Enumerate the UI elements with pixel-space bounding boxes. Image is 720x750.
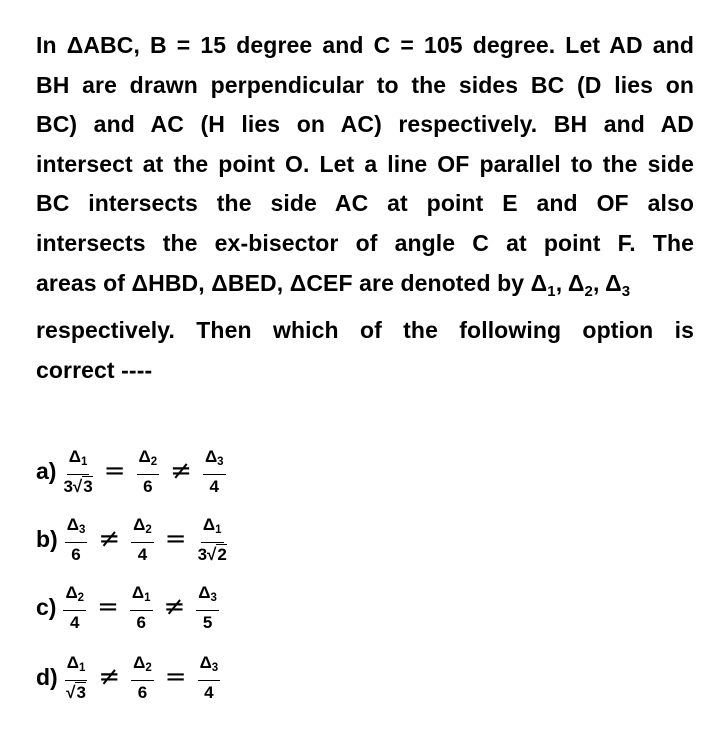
fraction-numerator <box>131 515 154 543</box>
not-equal-sign: ≠ <box>98 524 121 554</box>
area-sub: 2 <box>584 282 593 300</box>
equals-sign: = <box>103 456 126 486</box>
fraction-denominator <box>198 543 227 564</box>
numerator-symbol: Δ <box>199 652 212 672</box>
fraction-numerator <box>203 447 226 475</box>
numerator-symbol: Δ <box>66 652 79 672</box>
area-sub: 3 <box>621 282 631 300</box>
denominator-value: 4 <box>204 682 214 702</box>
numerator-symbol: Δ <box>204 446 218 466</box>
area-sep: , <box>555 269 568 296</box>
fraction-numerator <box>65 515 88 543</box>
denominator-value: 6 <box>137 682 148 702</box>
numerator-subscript: 1 <box>215 523 222 536</box>
numerator-subscript: 3 <box>211 661 219 674</box>
numerator-subscript: 1 <box>81 455 88 468</box>
question-line-areas <box>36 264 694 312</box>
fraction-denominator <box>136 611 145 632</box>
numerator-subscript: 3 <box>217 455 224 468</box>
numerator-subscript: 2 <box>150 455 158 468</box>
fraction <box>137 447 160 496</box>
denominator-value: 3 <box>197 544 208 564</box>
numerator-symbol: Δ <box>133 652 146 672</box>
not-equal-sign: ≠ <box>98 662 121 692</box>
question-line: respectively. Then which of the following option is <box>36 317 694 344</box>
equals-sign: = <box>164 524 187 554</box>
sqrt-icon: √3 <box>66 682 86 702</box>
fraction-numerator <box>137 447 160 475</box>
denominator-value: 4 <box>137 544 148 564</box>
area-symbol: Δ <box>605 269 622 296</box>
question-text <box>36 26 694 390</box>
numerator-symbol: Δ <box>133 514 146 534</box>
area-symbol: Δ <box>567 269 585 296</box>
fraction <box>198 515 227 564</box>
question-line: In ΔABC, B = 15 degree and C = 105 degree. Let AD and <box>36 32 694 58</box>
area-sub: 1 <box>547 282 556 300</box>
fraction-numerator <box>196 583 219 611</box>
numerator-symbol: Δ <box>138 446 151 466</box>
numerator-subscript: 2 <box>145 523 152 536</box>
numerator-subscript: 1 <box>78 661 86 674</box>
denominator-value: 3 <box>63 476 73 496</box>
numerator-subscript: 2 <box>145 661 152 674</box>
fraction <box>131 515 154 564</box>
option-label: a) <box>36 457 57 484</box>
option-b[interactable] <box>36 508 230 570</box>
not-equal-sign: ≠ <box>170 456 192 486</box>
radicand: 3 <box>76 682 86 702</box>
denominator-value: 4 <box>70 612 80 632</box>
numerator-subscript: 3 <box>210 591 217 604</box>
option-c[interactable] <box>36 576 222 638</box>
fraction-denominator <box>210 475 219 496</box>
question-line: BC intersects the side AC at point E and OF also <box>36 190 694 217</box>
fraction-numerator <box>65 653 88 681</box>
fraction-denominator <box>66 681 86 702</box>
fraction-numerator <box>63 583 86 611</box>
fraction-denominator <box>138 543 147 564</box>
fraction-numerator <box>130 583 153 611</box>
fraction <box>198 653 221 702</box>
sqrt-icon: √3 <box>72 476 93 496</box>
numerator-subscript: 3 <box>78 523 86 536</box>
fraction <box>65 515 88 564</box>
equals-sign: = <box>164 662 187 692</box>
area-sep: , <box>592 269 606 296</box>
numerator-symbol: Δ <box>68 446 81 466</box>
question-line: areas of ΔHBD, ΔBED, ΔCEF are denoted by Δ <box>36 269 548 296</box>
fraction <box>63 447 92 496</box>
option-d[interactable] <box>36 646 223 708</box>
numerator-symbol: Δ <box>198 582 211 602</box>
numerator-subscript: 2 <box>77 591 85 604</box>
numerator-symbol: Δ <box>202 514 216 534</box>
numerator-symbol: Δ <box>66 514 79 534</box>
question-line: BH are drawn perpendicular to the sides BC (D lies on <box>36 71 694 98</box>
numerator-symbol: Δ <box>65 582 78 602</box>
fraction-numerator <box>201 515 224 543</box>
question-line: BC) and AC (H lies on AC) respectively. BH and AD <box>36 111 694 138</box>
option-label: d) <box>36 663 58 690</box>
fraction-denominator <box>204 681 213 702</box>
denominator-value: 6 <box>71 544 81 564</box>
fraction-numerator <box>131 653 154 681</box>
radicand: 2 <box>217 544 227 564</box>
equals-sign: = <box>97 592 119 622</box>
fraction <box>196 583 219 632</box>
question-line: intersects the ex-bisector of angle C at point F. The <box>36 229 694 256</box>
option-a[interactable] <box>36 440 229 502</box>
not-equal-sign: ≠ <box>163 592 186 622</box>
question-line: intersect at the point O. Let a line OF parallel to the side <box>36 150 694 177</box>
question-line: correct ---- <box>36 356 153 383</box>
fraction-denominator <box>203 611 212 632</box>
option-label: c) <box>36 593 57 620</box>
fraction <box>130 583 153 632</box>
fraction-denominator <box>71 543 80 564</box>
fraction-denominator <box>143 475 152 496</box>
fraction <box>63 583 86 632</box>
fraction-numerator <box>67 447 90 475</box>
sqrt-icon: √2 <box>207 544 227 564</box>
fraction-denominator <box>70 611 79 632</box>
denominator-value: 5 <box>202 612 213 632</box>
fraction <box>131 653 154 702</box>
radicand: 3 <box>83 476 93 496</box>
numerator-symbol: Δ <box>131 582 145 602</box>
denominator-value: 4 <box>209 476 219 496</box>
denominator-value: 6 <box>143 476 153 496</box>
fraction-denominator <box>63 475 92 496</box>
denominator-value: 6 <box>136 612 146 632</box>
fraction <box>65 653 88 702</box>
option-label: b) <box>36 525 58 552</box>
fraction <box>203 447 226 496</box>
fraction-numerator <box>198 653 221 681</box>
numerator-subscript: 1 <box>144 591 151 604</box>
fraction-denominator <box>138 681 147 702</box>
